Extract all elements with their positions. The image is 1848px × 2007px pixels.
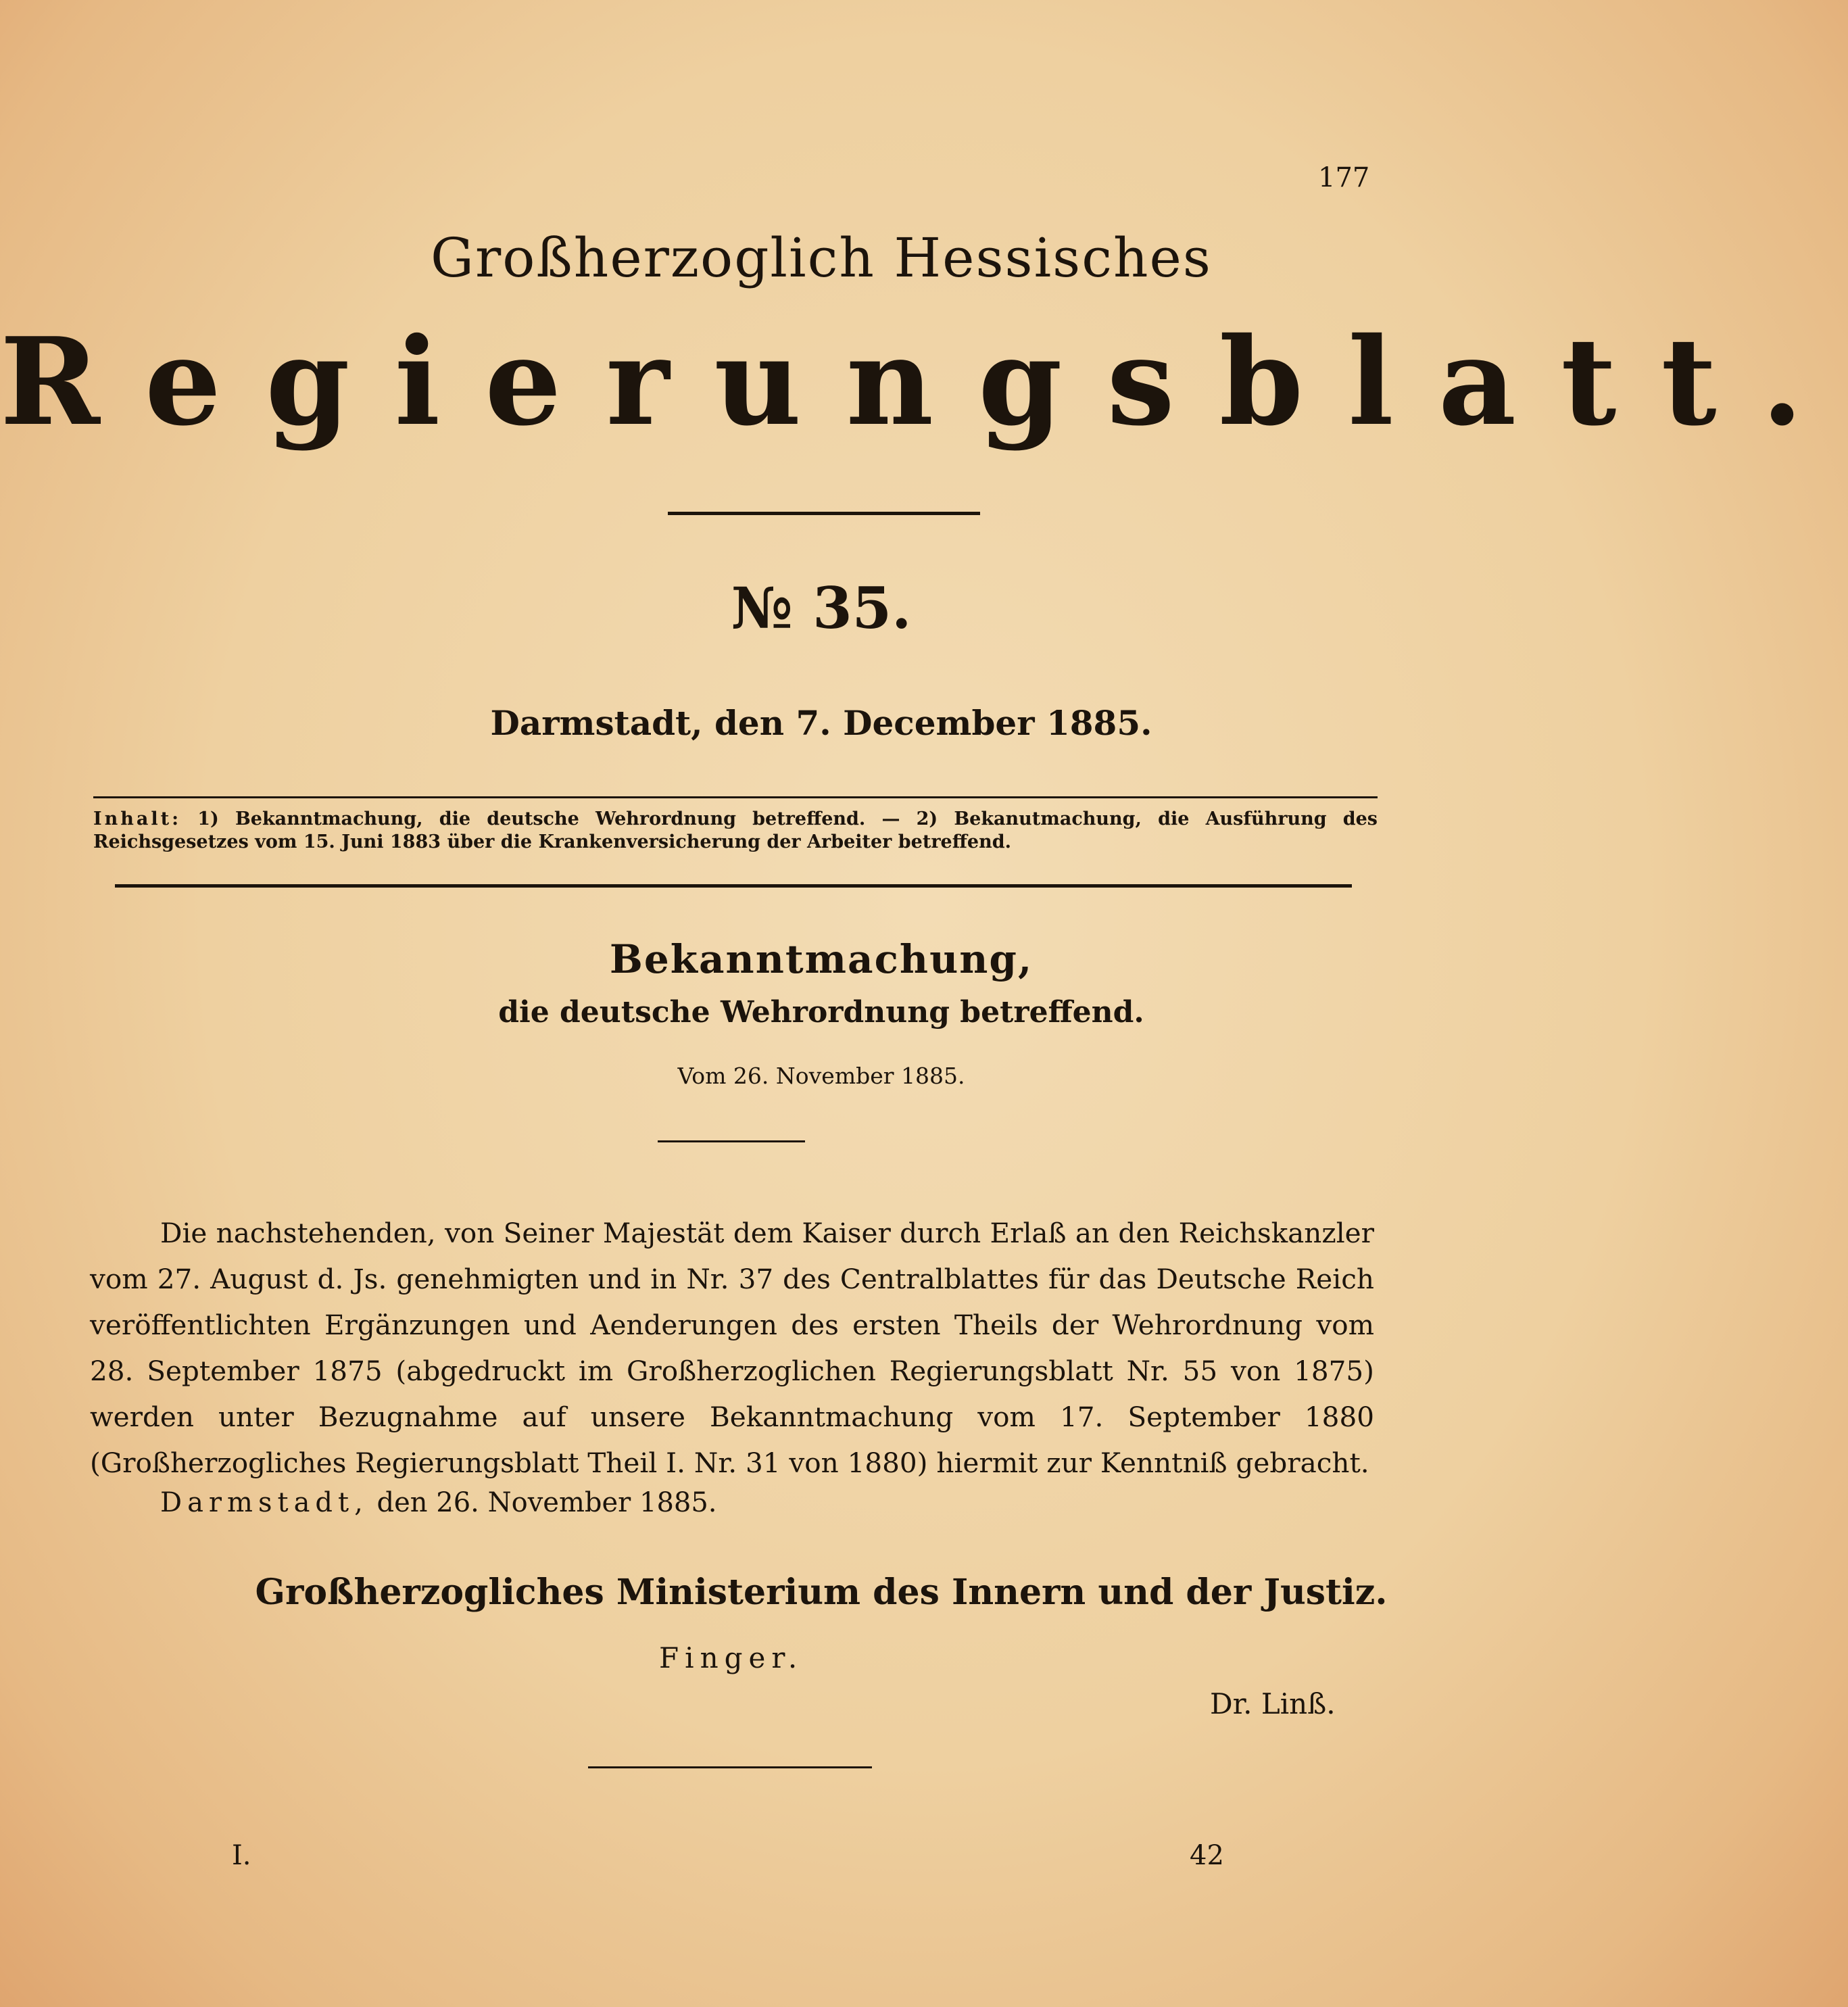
issue-number: № 35. [731, 575, 912, 642]
signing-date: den 26. November 1885. [376, 1487, 717, 1518]
closing-rule [588, 1766, 872, 1768]
masthead-title: Regierungsblatt. [0, 311, 1848, 452]
signer-name: Finger. [659, 1641, 804, 1674]
section-date: Vom 26. November 1885. [677, 1063, 965, 1089]
footer-sheet-number: 42 [1190, 1840, 1224, 1871]
section-subject: die deutsche Wehrordnung betreffend. [498, 995, 1144, 1030]
contents-label: Inhalt: [93, 808, 182, 829]
table-of-contents [93, 808, 1378, 854]
body-paragraph-text: Die nachstehenden, von Seiner Majestät dem Kaiser durch Erlaß an den Reichskanzler vom 27. August d. Js. genehmigten und in Nr. 37 des Centralblattes für das Deutsche Reich veröffentlichten Ergänzungen und Aenderungen des ersten Theils der Wehrordnung vom 28. September 1875 (abgedruckt im Großherzoglichen Regierungsblatt Nr. 55 von 1875) werden unter Bezugnahme auf unsere Bekanntmachung vom 17. September 1880 (Großherzogliches Regierungsblatt Theil I. Nr. 31 von 1880) hiermit zur Kenntniß gebracht. [90, 1217, 1374, 1479]
contents-bottom-rule [115, 884, 1352, 888]
masthead-divider [668, 512, 980, 515]
issuing-ministry: Großherzogliches Ministerium des Innern und der Justiz. [255, 1572, 1388, 1613]
contents-text: 1) Bekanntmachung, die deutsche Wehrordnung betreffend. — 2) Bekanutmachung, die Ausführung des Reichsgesetzes vom 15. Juni 1883 über die Krankenversicherung der Arbeiter betreffend. [93, 808, 1378, 852]
section-heading: Bekanntmachung, [609, 936, 1034, 982]
section-divider [658, 1140, 805, 1142]
body-paragraph [90, 1210, 1374, 1486]
place-and-date [160, 1487, 717, 1518]
page-number: 177 [1318, 162, 1370, 193]
masthead-line1: Großherzoglich Hessisches [431, 226, 1212, 289]
contents-top-rule [93, 796, 1378, 798]
issue-dateline: Darmstadt, den 7. December 1885. [490, 703, 1152, 743]
co-signer-name: Dr. Linß. [1210, 1687, 1336, 1720]
footer-part-number: I. [232, 1840, 251, 1871]
place: Darmstadt, [160, 1487, 368, 1518]
